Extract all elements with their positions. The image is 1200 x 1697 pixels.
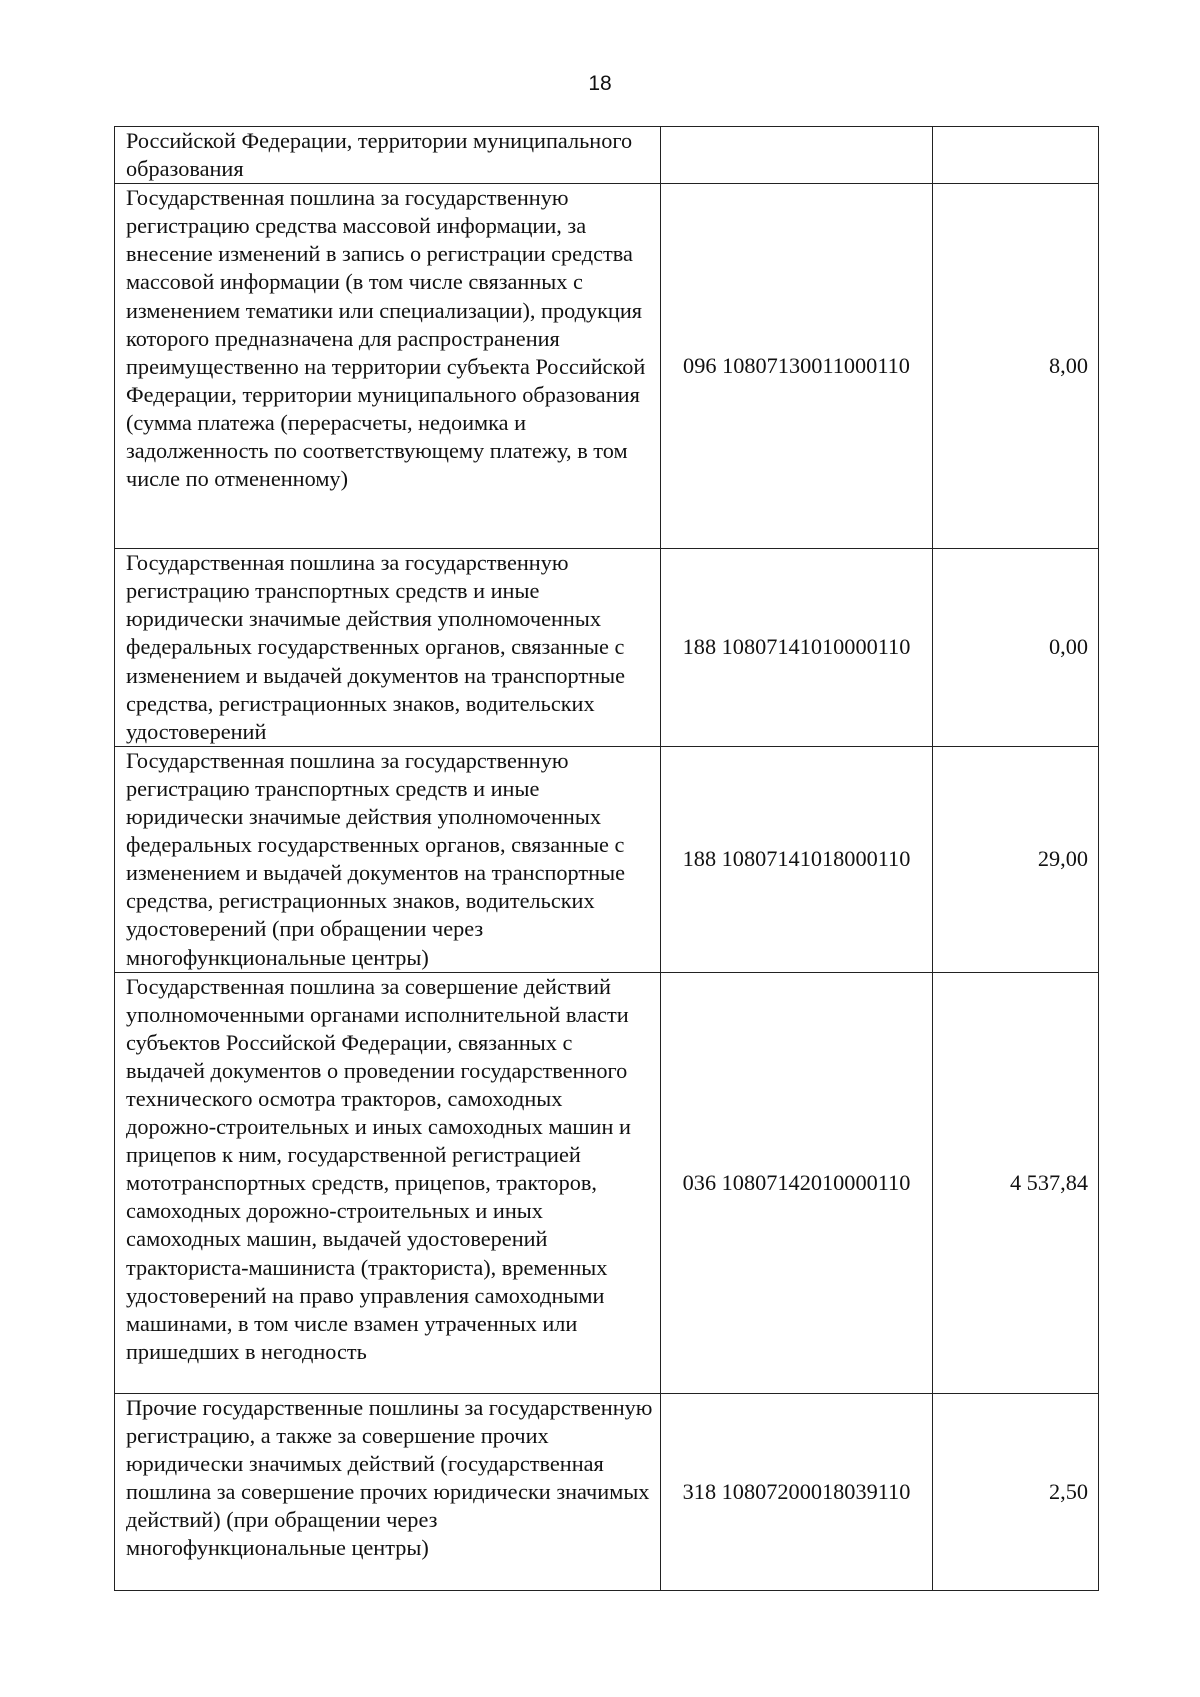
row-amount: 8,00 [933, 184, 1099, 549]
page-number: 18 [588, 72, 612, 95]
table-row [115, 972, 1099, 1393]
row-description: Российской Федерации, территории муниципального образования [126, 128, 633, 182]
row-code: 188 10807141010000110 [661, 549, 933, 747]
row-description-cell [115, 549, 661, 747]
row-amount: 2,50 [933, 1393, 1099, 1590]
table-row [115, 746, 1099, 972]
row-amount: 0,00 [933, 549, 1099, 747]
table-row [115, 1393, 1099, 1590]
row-amount [933, 127, 1099, 184]
row-description-cell [115, 746, 661, 972]
row-description-cell [115, 1393, 661, 1590]
row-code: 096 10807130011000110 [661, 184, 933, 549]
row-code: 188 10807141018000110 [661, 746, 933, 972]
row-description: Прочие государственные пошлины за государственную регистрацию, а также за совершение прочих юридически значимых действий (государственная пошлина за совершение прочих юридически значимых действий) (при обращении через многофункциональные центры) [126, 1394, 653, 1561]
row-description: Государственная пошлина за совершение действий уполномоченными органами исполнительной власти субъектов Российской Федерации, связанных с выдачей документов о проведении государственного технического осмотра тракторов, самоходных дорожно-строительных и иных самоходных машин и прицепов к ним, государственной регистрацией мототранспортных средств, прицепов, тракторов, самоходных дорожно-строительных и иных самоходных машин, выдачей удостоверений тракториста-машиниста (тракториста), временных удостоверений на право управления самоходными машинами, в том числе взамен утраченных или пришедших в негодность [126, 973, 631, 1364]
fees-table [114, 126, 1099, 1591]
row-description: Государственная пошлина за государственную регистрацию транспортных средств и иные юридически значимые действия уполномоченных федеральных государственных органов, связанные с изменением и выдачей документов на транспортные средства, регистрационных знаков, водительских удостоверений [126, 550, 625, 744]
row-description-cell [115, 127, 661, 184]
table-row [115, 184, 1099, 549]
row-code: 036 10807142010000110 [661, 972, 933, 1393]
row-code: 318 10807200018039110 [661, 1393, 933, 1590]
row-description: Государственная пошлина за государственную регистрацию транспортных средств и иные юридически значимые действия уполномоченных федеральных государственных органов, связанные с изменением и выдачей документов на транспортные средства, регистрационных знаков, водительских удостоверений (при обращении через многофункциональные центры) [126, 747, 625, 970]
fees-table-body [115, 127, 1099, 1591]
row-amount: 4 537,84 [933, 972, 1099, 1393]
row-description: Государственная пошлина за государственную регистрацию средства массовой информации, за внесение изменений в запись о регистрации средства массовой информации (в том числе связанных с изменением тематики или специализации), продукция которого предназначена для распространения преимущественно на территории субъекта Российской Федерации, территории муниципального образования (сумма платежа (перерасчеты, недоимка и задолженность по соответствующему платежу, в том числе по отмененному) [126, 185, 646, 492]
row-amount: 29,00 [933, 746, 1099, 972]
row-code [661, 127, 933, 184]
row-description-cell [115, 972, 661, 1393]
table-row [115, 549, 1099, 747]
table-row [115, 127, 1099, 184]
row-description-cell [115, 184, 661, 549]
